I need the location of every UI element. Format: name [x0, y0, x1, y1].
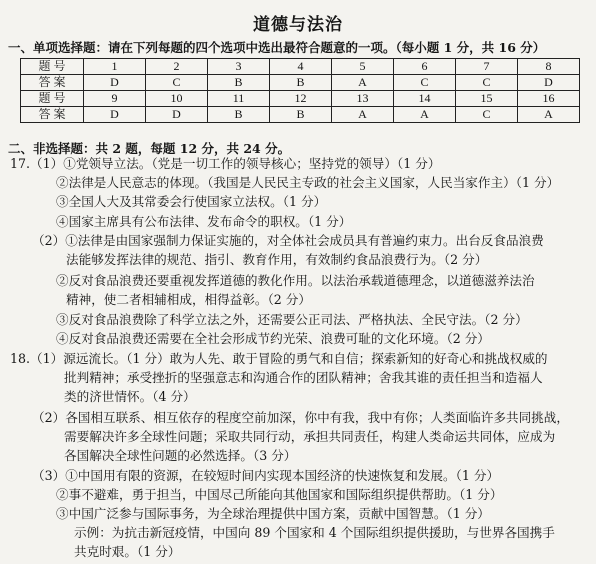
table-cell: 14 [394, 91, 456, 107]
answer-line: 法能够发挥法律的规范、指引、教育作用，有效制约食品浪费行为。（2 分） [66, 252, 488, 267]
table-cell: C [456, 75, 518, 91]
table-row-numbers-1 [21, 59, 580, 75]
answer-line: 各国解决全球性问题的必然选择。（3 分） [64, 448, 297, 463]
table-cell: A [332, 107, 394, 123]
table-cell: A [518, 107, 580, 123]
table-cell: C [456, 107, 518, 123]
table-cell: B [270, 75, 332, 91]
answer-line: ②反对食品浪费还要重视发挥道德的教化作用。以法治承载道德理念，以道德滋养法治 [56, 273, 535, 288]
answer-line: 批判精神；承受挫折的坚强意志和沟通合作的团队精神；舍我其谁的责任担当和造福人 [64, 370, 543, 385]
answer-table [20, 58, 580, 123]
table-cell: 4 [270, 59, 332, 75]
answer-line: 17.（1）①党领导立法。（党是一切工作的领导核心；坚持党的领导）（1 分） [10, 156, 441, 171]
answer-line: 示例：为抗击新冠疫情，中国向 89 个国家和 4 个国际组织提供援助，与世界各国携手 [74, 525, 555, 540]
table-cell: 11 [208, 91, 270, 107]
table-cell: D [84, 107, 146, 123]
table-cell: 1 [84, 59, 146, 75]
answer-line: ④反对食品浪费还需要在全社会形成节约光荣、浪费可耻的文化环境。（2 分） [56, 331, 490, 346]
table-cell: D [84, 75, 146, 91]
table-cell: 3 [208, 59, 270, 75]
table-cell: C [394, 75, 456, 91]
table-cell: D [518, 75, 580, 91]
answer-line: （2）各国相互联系、相互依存的程度空前加深，你中有我，我中有你；人类面临许多共同挑战， [32, 410, 569, 425]
table-cell: B [270, 107, 332, 123]
table-cell: 2 [146, 59, 208, 75]
answer-line: ②事不避难，勇于担当，中国尽己所能向其他国家和国际组织提供帮助。（1 分） [56, 487, 503, 502]
table-row-numbers-2 [21, 91, 580, 107]
table-cell: 15 [456, 91, 518, 107]
answer-line: 需要解决许多全球性问题；采取共同行动，承担共同责任，构建人类命运共同体，应成为 [64, 429, 556, 444]
answer-line: ③反对食品浪费除了科学立法之外，还需要公正司法、严格执法、全民守法。（2 分） [56, 312, 528, 327]
row-label-answer: 答 案 [21, 75, 84, 91]
table-cell: 12 [270, 91, 332, 107]
page-title: 道德与法治 [253, 15, 343, 35]
answer-line: 类的济世情怀。（4 分） [64, 389, 196, 404]
row-label-number: 题 号 [21, 59, 84, 75]
table-cell: C [146, 75, 208, 91]
table-cell: D [146, 107, 208, 123]
table-row-answers-2 [21, 107, 580, 123]
table-cell: 10 [146, 91, 208, 107]
table-cell: 16 [518, 91, 580, 107]
table-cell: 6 [394, 59, 456, 75]
answer-line: （3）①中国用有限的资源，在较短时间内实现本国经济的快速恢复和发展。（1 分） [32, 468, 500, 483]
answer-line: ③全国人大及其常委会行使国家立法权。（1 分） [56, 194, 327, 209]
section-non-choice-heading: 二、非选择题：共 2 题，每题 12 分，共 24 分。 [8, 141, 291, 156]
table-cell: A [332, 75, 394, 91]
answer-line: 共克时艰。（1 分） [74, 544, 181, 559]
table-cell: 8 [518, 59, 580, 75]
answer-line: （2）①法律是由国家强制力保证实施的，对全体社会成员具有普遍约束力。出台反食品浪费 [32, 233, 544, 248]
table-cell: 7 [456, 59, 518, 75]
answer-line: ③中国广泛参与国际事务，为全球治理提供中国方案，贡献中国智慧。（1 分） [56, 506, 490, 521]
table-row-answers-1 [21, 75, 580, 91]
table-cell: 13 [332, 91, 394, 107]
answer-line: ④国家主席具有公布法律、发布命令的职权。（1 分） [56, 214, 352, 229]
table-cell: B [208, 75, 270, 91]
row-label-answer: 答 案 [21, 107, 84, 123]
table-cell: A [394, 107, 456, 123]
answer-line: 精神，使二者相辅相成，相得益彰。（2 分） [66, 292, 311, 307]
table-cell: 9 [84, 91, 146, 107]
answer-line: 18.（1）源远流长。（1 分）敢为人先、敢于冒险的勇气和自信；探索新知的好奇心和挑战权威的 [10, 351, 548, 366]
table-cell: 5 [332, 59, 394, 75]
table-cell: B [208, 107, 270, 123]
section-single-choice-heading: 一、单项选择题：请在下列每题的四个选项中选出最符合题意的一项。（每小题 1 分，共 16 分） [8, 40, 546, 55]
answer-line: ②法律是人民意志的体现。（我国是人民民主专政的社会主义国家，人民当家作主）（1 分） [56, 175, 560, 190]
row-label-number: 题 号 [21, 91, 84, 107]
